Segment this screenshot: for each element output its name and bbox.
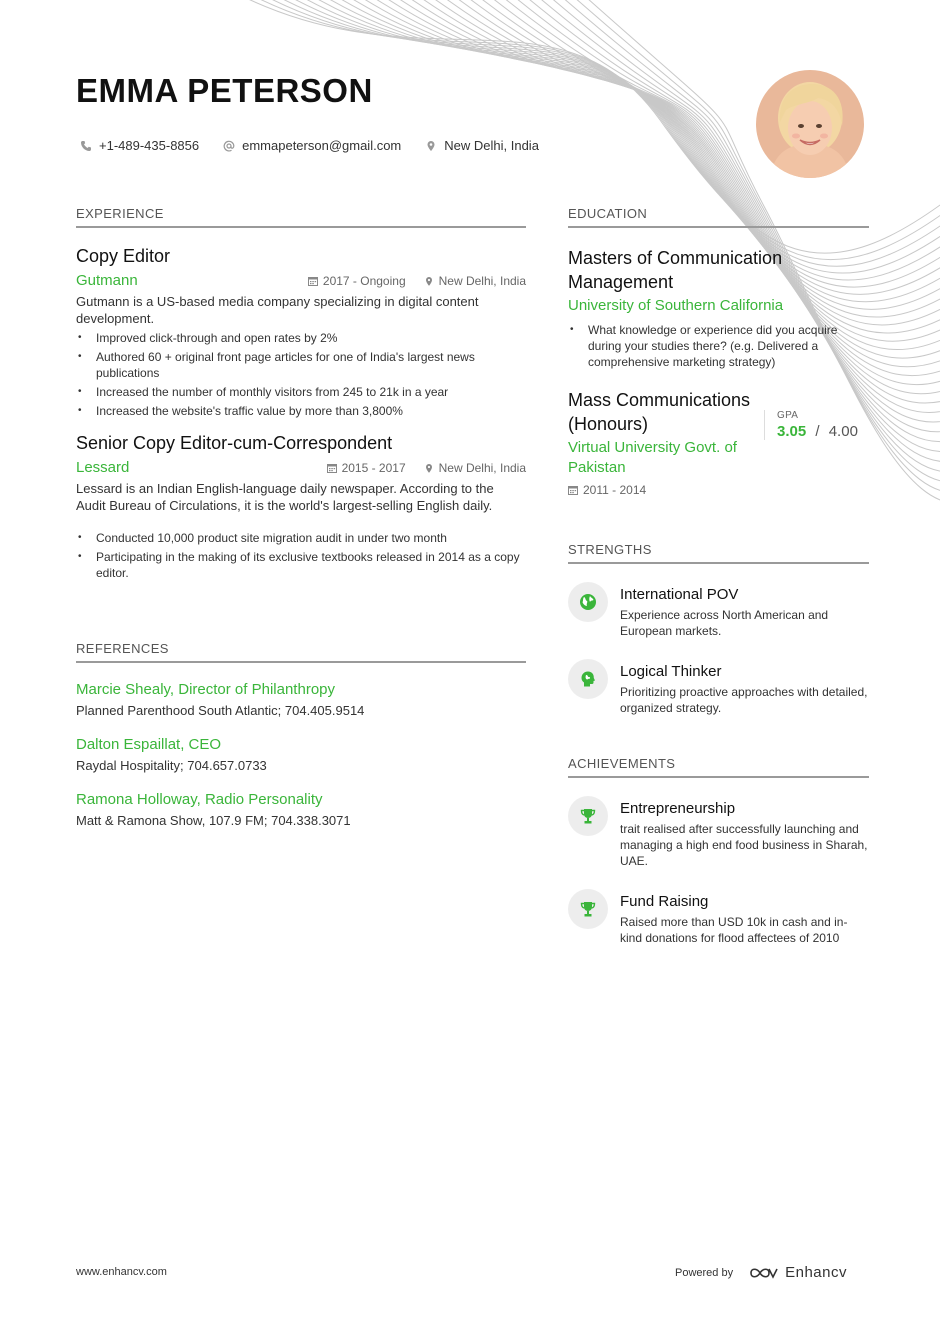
job-dates-text: 2017 - Ongoing	[322, 273, 406, 288]
achievement-item	[568, 889, 869, 946]
job-dates	[308, 274, 406, 288]
bullet-item: • What knowledge or experience did you acquire during your studies there? (e.g. Delivered a comprehensive marketing strategy)	[568, 322, 869, 370]
strength-icon-circle	[568, 582, 608, 622]
strength-description: Experience across North American and European markets.	[620, 608, 829, 638]
location-contact	[425, 138, 539, 153]
reference-detail: Matt & Ramona Show, 107.9 FM; 704.338.3071	[76, 813, 351, 828]
footer-url[interactable]: www.enhancv.com	[76, 1266, 167, 1278]
location-pin-icon	[424, 276, 434, 286]
achievements-section	[568, 756, 869, 966]
achievement-text	[620, 796, 869, 869]
location-pin-icon	[424, 463, 434, 473]
reference-item	[76, 791, 526, 828]
strength-icon-circle	[568, 659, 608, 699]
achievement-icon-circle	[568, 889, 608, 929]
section-title-achievements: ACHIEVEMENTS	[568, 756, 869, 778]
education-entry	[568, 388, 869, 497]
right-column	[568, 206, 869, 945]
education-bullets	[568, 322, 869, 370]
job-location-text: New Delhi, India	[438, 460, 526, 475]
job-description: Gutmann is a US-based media company specializing in digital content development.	[76, 294, 479, 326]
strength-description: Prioritizing proactive approaches with detailed, organized strategy.	[620, 685, 868, 715]
trophy-icon	[579, 807, 597, 825]
job-bullets	[76, 330, 526, 419]
education-dates-text: 2011 - 2014	[583, 483, 647, 497]
achievement-text	[620, 889, 869, 946]
section-title-strengths: STRENGTHS	[568, 542, 869, 564]
achievement-title: Fund Raising	[620, 893, 709, 910]
job-dates	[327, 461, 406, 475]
strength-text	[620, 659, 869, 716]
section-title-education: EDUCATION	[568, 206, 869, 228]
gpa-value-row	[777, 423, 859, 440]
achievement-description: trait realised after successfully launching and managing a high end food business in Sharah, UAE.	[620, 822, 868, 868]
brain-icon	[579, 670, 597, 688]
bullet-item: • Improved click-through and open rates by 2%	[76, 330, 526, 346]
location-text: New Delhi, India	[444, 138, 539, 153]
bullet-item: • Increased the website's traffic value by more than 3,800%	[76, 403, 526, 419]
phone-contact[interactable]	[80, 138, 199, 153]
job-title: Copy Editor	[76, 246, 171, 266]
bullet-item: • Authored 60 + original front page articles for one of India's largest news publications	[76, 349, 526, 381]
profile-photo	[756, 70, 864, 178]
phone-number: +1-489-435-8856	[99, 138, 200, 153]
location-pin-icon	[425, 140, 437, 152]
calendar-icon	[308, 276, 318, 286]
achievement-description: Raised more than USD 10k in cash and in-kind donations for flood affectees of 2010	[620, 915, 848, 945]
candidate-name: EMMA PETERSON	[76, 72, 373, 109]
strength-title: International POV	[620, 586, 739, 603]
reference-item	[76, 736, 526, 773]
reference-name[interactable]: Ramona Holloway, Radio Personality	[76, 791, 323, 808]
trophy-icon	[579, 900, 597, 918]
job-entry	[76, 246, 526, 419]
gpa-label: GPA	[777, 410, 799, 421]
reference-item	[76, 681, 526, 718]
education-entry	[568, 246, 869, 370]
gpa-separator: /	[815, 423, 820, 440]
brand-logo[interactable]	[749, 1264, 847, 1281]
job-description: Lessard is an Indian English-language daily newspaper. According to the Audit Bureau of Circulations, it is the world's largest-selling English daily.	[76, 481, 494, 513]
job-entry	[76, 433, 526, 581]
calendar-icon	[568, 485, 578, 495]
gpa-box	[764, 410, 859, 440]
job-title: Senior Copy Editor-cum-Correspondent	[76, 433, 393, 453]
left-column	[76, 206, 526, 828]
education-section	[568, 206, 869, 497]
contact-row	[80, 138, 539, 153]
strength-item	[568, 582, 869, 639]
company-name: Gutmann	[76, 272, 138, 289]
section-title-experience: EXPERIENCE	[76, 206, 526, 228]
strength-text	[620, 582, 869, 639]
school-name: Virtual University Govt. of Pakistan	[568, 439, 737, 476]
bullet-item: • Participating in the making of its exclusive textbooks released in 2014 as a copy editor.	[76, 549, 526, 581]
enhancv-logo-icon	[749, 1265, 779, 1281]
education-school-block	[568, 436, 756, 497]
reference-name[interactable]: Dalton Espaillat, CEO	[76, 736, 222, 753]
reference-detail: Planned Parenthood South Atlantic; 704.405.9514	[76, 703, 365, 718]
achievement-title: Entrepreneurship	[620, 800, 736, 817]
calendar-icon	[327, 463, 337, 473]
job-row	[76, 459, 526, 476]
gpa-max: 4.00	[828, 423, 858, 440]
email-contact[interactable]	[223, 138, 401, 153]
job-location-text: New Delhi, India	[438, 273, 526, 288]
education-dates	[568, 483, 756, 497]
at-sign-icon	[223, 140, 235, 152]
company-name: Lessard	[76, 459, 130, 476]
section-title-references: REFERENCES	[76, 641, 526, 663]
email-address: emmapeterson@gmail.com	[242, 138, 402, 153]
school-name: University of Southern California	[568, 297, 784, 314]
globe-icon	[579, 593, 597, 611]
degree-name: Masters of Communication Management	[568, 248, 783, 292]
brand-name: Enhancv	[785, 1264, 847, 1281]
experience-section	[76, 206, 526, 581]
phone-icon	[80, 140, 92, 152]
job-location	[424, 461, 526, 475]
achievement-item	[568, 796, 869, 869]
bullet-item: • Increased the number of monthly visitors from 245 to 21k in a year	[76, 384, 526, 400]
gpa-value: 3.05	[777, 423, 807, 440]
references-section	[76, 641, 526, 846]
achievement-icon-circle	[568, 796, 608, 836]
powered-by	[675, 1264, 847, 1281]
bullet-item: • Conducted 10,000 product site migration audit in under two month	[76, 530, 526, 546]
strength-item	[568, 659, 869, 716]
strength-title: Logical Thinker	[620, 663, 722, 680]
degree-name: Mass Communications (Honours)	[568, 390, 751, 434]
powered-by-label: Powered by	[675, 1266, 734, 1279]
job-bullets	[76, 530, 526, 581]
job-dates-text: 2015 - 2017	[341, 460, 406, 475]
reference-name[interactable]: Marcie Shealy, Director of Philanthropy	[76, 681, 335, 698]
strengths-section	[568, 542, 869, 736]
job-row	[76, 272, 526, 289]
job-location	[424, 274, 526, 288]
reference-detail: Raydal Hospitality; 704.657.0733	[76, 758, 267, 773]
